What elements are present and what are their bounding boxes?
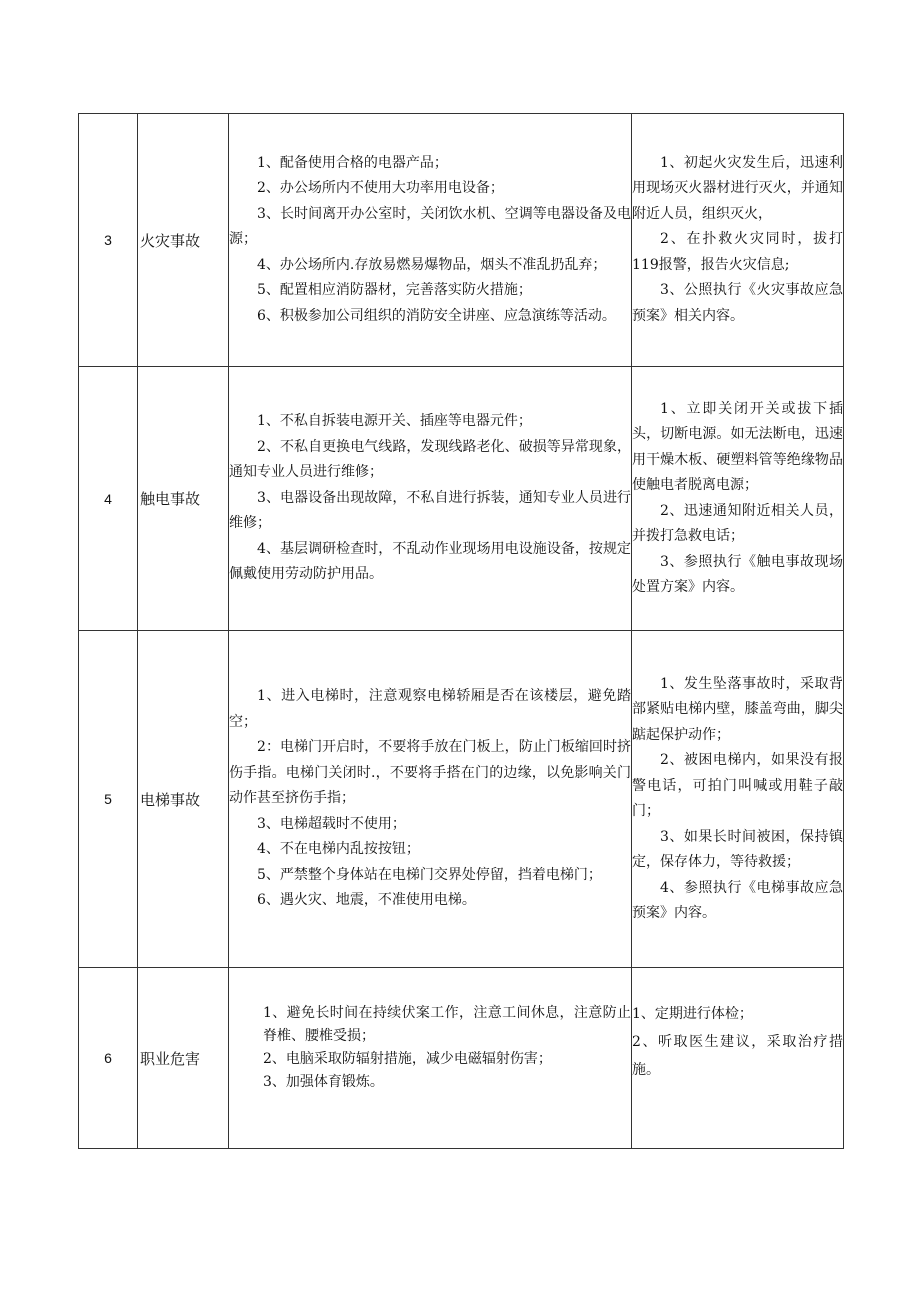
hazard-name: 职业危害 — [138, 968, 229, 1149]
prevention-item: 3、电器设备出现故障，不私自进行拆装，通知专业人员进行维修； — [229, 489, 631, 532]
prevention-measures — [229, 968, 632, 1149]
hazard-name: 触电事故 — [138, 367, 229, 631]
table-row — [79, 114, 844, 367]
response-item: 3、参照执行《触电事故现场处置方案》内容。 — [632, 553, 843, 595]
prevention-item: 3、电梯超载时不使用； — [257, 815, 406, 832]
prevention-item: 4、办公场所内.存放易燃易爆物品，烟头不准乱扔乱弃； — [257, 256, 607, 273]
response-item: 4、参照执行《电梯事故应急预案》内容。 — [632, 879, 843, 921]
prevention-item: 4、基层调研检查时，不乱动作业现场用电设施设备，按规定佩戴使用劳动防护用品。 — [229, 540, 631, 583]
row-number: 6 — [79, 968, 138, 1149]
response-item: 2、被困电梯内，如果没有报警电话，可拍门叫喊或用鞋子敲门； — [632, 752, 843, 819]
prevention-item: 2、不私自更换电气线路，发现线路老化、破损等异常现象，通知专业人员进行维修； — [229, 438, 631, 481]
prevention-item: 1、不私自拆装电源开关、插座等电器元件； — [257, 413, 532, 430]
response-measures — [632, 631, 844, 968]
prevention-item: 1、避免长时间在持续伏案工作，注意工间休息，注意防止脊椎、腰椎受损； — [263, 1005, 631, 1044]
response-item: 2、在扑救火灾同时，拔打119报警，报告火灾信息; — [632, 231, 843, 273]
response-item: 1、定期进行体检； — [632, 1006, 753, 1022]
prevention-item: 5、严禁整个身体站在电梯门交界处停留，挡着电梯门； — [257, 866, 602, 883]
prevention-measures — [229, 114, 632, 367]
response-item: 2、听取医生建议，采取治疗措施。 — [632, 1034, 843, 1078]
prevention-item: 1、配备使用合格的电器产品； — [257, 154, 448, 171]
row-number: 3 — [79, 114, 138, 367]
row-number: 5 — [79, 631, 138, 968]
prevention-item: 6、遇火灾、地震，不准使用电梯。 — [257, 892, 476, 909]
hazard-name: 火灾事故 — [138, 114, 229, 367]
prevention-measures — [229, 367, 632, 631]
response-measures — [632, 114, 844, 367]
response-item: 2、迅速通知附近相关人员，并拨打急救电话； — [632, 502, 843, 544]
prevention-item: 3、长时间离开办公室时，关闭饮水机、空调等电器设备及电源； — [229, 205, 631, 248]
prevention-item: 2、办公场所内不使用大功率用电设备； — [257, 180, 504, 197]
prevention-measures — [229, 631, 632, 968]
response-item: 1、初起火灾发生后，迅速利用现场灭火器材进行灭火，并通知附近人员，组织灭火， — [632, 154, 843, 222]
row-number: 4 — [79, 367, 138, 631]
table-row — [79, 968, 844, 1149]
hazard-name: 电梯事故 — [138, 631, 229, 968]
response-item: 3、如果长时间被困，保持镇定，保存体力，等待救援； — [632, 828, 843, 870]
response-item: 1、发生坠落事故时，采取背部紧贴电梯内壁，膝盖弯曲，脚尖踮起保护动作； — [632, 675, 843, 743]
prevention-item: 6、积极参加公司组织的消防安全讲座、应急演练等活动。 — [257, 307, 616, 324]
prevention-item: 4、不在电梯内乱按按钮； — [257, 841, 420, 858]
table-row — [79, 631, 844, 968]
response-item: 3、公照执行《火灾事故应急预案》相关内容。 — [632, 282, 843, 324]
table-row — [79, 367, 844, 631]
risk-table — [78, 113, 844, 1149]
prevention-item: 1、进入电梯时，注意观察电梯轿厢是否在该楼层，避免踏空； — [229, 688, 631, 730]
prevention-item: 2、电脑采取防辐射措施，减少电磁辐射伤害； — [263, 1051, 552, 1067]
response-measures — [632, 968, 844, 1149]
response-item: 1、立即关闭开关或拔下插头，切断电源。如无法断电，迅速用干燥木板、硬塑料管等绝缘物品使触电者脱离电源； — [632, 400, 843, 493]
prevention-item: 5、配置相应消防器材，完善落实防火措施； — [257, 282, 532, 299]
prevention-item: 2：电梯门开启时，不要将手放在门板上，防止门板缩回时挤伤手指。电梯门关闭时.，不要将手搭在门的边缘，以免影响关门动作甚至挤伤手指； — [229, 739, 631, 807]
response-measures — [632, 367, 844, 631]
prevention-item: 3、加强体育锻炼。 — [263, 1074, 384, 1090]
